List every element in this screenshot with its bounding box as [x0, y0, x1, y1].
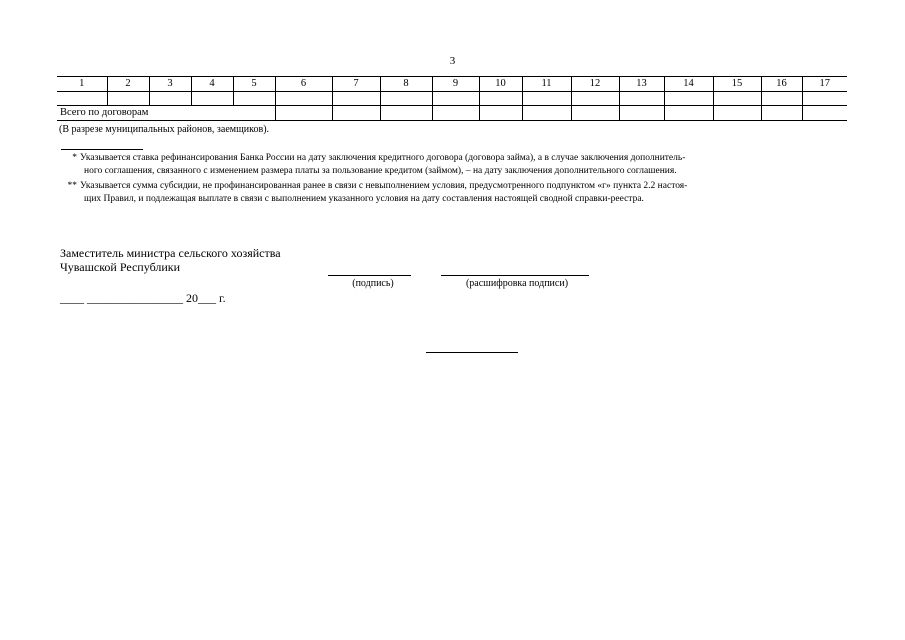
- column-header: 4: [191, 77, 233, 92]
- table-cell: [619, 92, 664, 106]
- column-header: 11: [522, 77, 571, 92]
- footnote-line: щих Правил, и подлежащая выплате в связи с выполнением указанного условия на дату составления настоящей сводной справки-реестра.: [84, 193, 644, 204]
- column-header: 2: [107, 77, 149, 92]
- table-cell: [619, 106, 664, 121]
- signatory-title: [60, 246, 281, 274]
- table-cell: [522, 106, 571, 121]
- signature-date: [60, 291, 226, 306]
- footnote-mark: *: [72, 153, 77, 163]
- table-cell: [664, 106, 713, 121]
- table-cell: [713, 92, 761, 106]
- signature-decoding-line[interactable]: [441, 275, 589, 276]
- column-header: 14: [664, 77, 713, 92]
- table-cell: [802, 106, 847, 121]
- table-cell: [522, 92, 571, 106]
- table-cell: [233, 92, 275, 106]
- signature-decoding-caption: (расшифровка подписи): [465, 278, 569, 289]
- breakdown-note: (В разрезе муниципальных районов, заемщиков).: [59, 124, 270, 135]
- footnote-line: ного соглашения, связанного с изменением размера платы за пользование кредитом (займом), – на дату заключения дополнительного соглашения.: [84, 165, 677, 176]
- column-header: 16: [761, 77, 802, 92]
- column-header: 8: [380, 77, 432, 92]
- table-cell: [571, 106, 619, 121]
- column-header: 10: [479, 77, 522, 92]
- column-header: 15: [713, 77, 761, 92]
- date-year[interactable]: 20___: [186, 291, 216, 305]
- table-cell: [57, 92, 107, 106]
- column-header: 1: [57, 77, 107, 92]
- table-cell: [332, 92, 380, 106]
- table-cell: [275, 106, 332, 121]
- column-header: 12: [571, 77, 619, 92]
- footnote-line: Указывается сумма субсидии, не профинансированная ранее в связи с невыполнением условия, предусмотренного подпунктом «г» пункта 2.2 настоя-: [80, 181, 688, 191]
- table-cell: [380, 92, 432, 106]
- table-cell: [479, 106, 522, 121]
- date-day-blank[interactable]: ____: [60, 291, 84, 305]
- table-cell: [107, 92, 149, 106]
- date-suffix: г.: [219, 291, 226, 305]
- table-cell: [571, 92, 619, 106]
- signature-caption: (подпись): [352, 278, 394, 289]
- total-label: Всего по договорам: [57, 106, 275, 121]
- column-header: 17: [802, 77, 847, 92]
- table-cell: [713, 106, 761, 121]
- table-cell: [432, 92, 479, 106]
- signatory-title-line: Чувашской Республики: [60, 260, 181, 274]
- table-cell: [479, 92, 522, 106]
- total-row: [57, 106, 847, 121]
- table-cell: [802, 92, 847, 106]
- footnote-mark: **: [67, 181, 77, 191]
- footnote-separator: [61, 149, 143, 150]
- table-row: [57, 92, 847, 106]
- column-header: 7: [332, 77, 380, 92]
- table-cell: [761, 106, 802, 121]
- closing-rule: [426, 352, 518, 353]
- page-number: 3: [449, 55, 456, 67]
- table-cell: [332, 106, 380, 121]
- column-header: 6: [275, 77, 332, 92]
- table-cell: [432, 106, 479, 121]
- column-number-row: [57, 77, 847, 92]
- table-cell: [149, 92, 191, 106]
- date-month-blank[interactable]: ________________: [87, 291, 183, 305]
- table-cell: [664, 92, 713, 106]
- column-header: 9: [432, 77, 479, 92]
- footnote-line: Указывается ставка рефинансирования Банка России на дату заключения кредитного договора (договора займа), а в случае заключения дополнитель-: [80, 153, 686, 163]
- table-cell: [191, 92, 233, 106]
- column-header: 3: [149, 77, 191, 92]
- table-cell: [761, 92, 802, 106]
- signatory-title-line: Заместитель министра сельского хозяйства: [60, 246, 281, 260]
- column-header: 5: [233, 77, 275, 92]
- table-cell: [380, 106, 432, 121]
- signature-line[interactable]: [328, 275, 411, 276]
- registry-table: [57, 76, 847, 121]
- table-cell: [275, 92, 332, 106]
- column-header: 13: [619, 77, 664, 92]
